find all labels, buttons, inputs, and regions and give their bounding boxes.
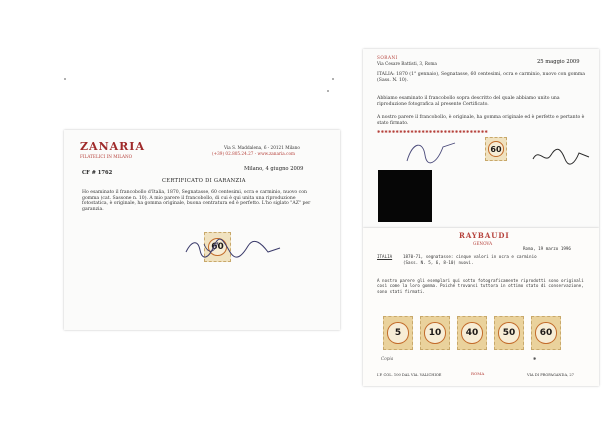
stamp-value: 60	[539, 328, 553, 338]
sorani-para2: A nostro parere il francobollo, è originale, ha gomma originale ed è perfetto e pertanto è stato firmato.	[377, 115, 585, 126]
zanaria-logo: ZANARIA	[80, 140, 145, 153]
signature	[184, 234, 284, 262]
raybaudi-footer-center: ROMA	[471, 371, 485, 376]
stamp-value: 50	[502, 328, 516, 338]
zanaria-certificate	[64, 130, 340, 330]
raybaudi-country: ITALIA	[377, 254, 393, 259]
signature	[531, 145, 591, 167]
raybaudi-certificate	[363, 228, 599, 386]
scan-dot	[332, 78, 334, 80]
stamp-value: 10	[428, 328, 442, 338]
zanaria-address: Via S. Maddalena, 6 - 20121 Milano	[224, 145, 300, 150]
sorani-address: Via Cesare Battisti, 3, Roma	[377, 61, 437, 66]
zanaria-contacts: (+39) 02.805.24.27 - www.zanaria.com	[212, 151, 295, 156]
stamp-value: 5	[394, 328, 402, 338]
zanaria-logo-subtitle: FILATELICI IN MILANO	[80, 154, 133, 159]
signature	[403, 137, 463, 167]
certificate-body: Ho esaminato il francobollo d'Italia, 1870, Segnatasse, 60 centesimi, ocra e carminio, nuovo con gomma (cat. Sassone n. 10). A mio parere il francobollo, di cui è qui unita una riproduzione fotostatica, è originale, ha gomma originale, buona centratura ed è perfetto. L'ho siglato "AZ" per garanzia.	[82, 190, 311, 212]
copia-label: Copia	[381, 356, 394, 361]
raybaudi-date: Roma, 19 marzo 1996	[523, 246, 571, 251]
raybaudi-city: GENOVA	[473, 241, 493, 246]
certificate-date: Milano, 4 giugno 2009	[244, 166, 304, 172]
stamp-value: 60	[490, 144, 502, 154]
stamp-value: 40	[465, 328, 479, 338]
sorani-date: 25 maggio 2009	[537, 59, 580, 65]
raybaudi-ref: (Sass. N. 5, 6, 8-10) nuovi.	[403, 260, 474, 265]
scan-dot	[64, 78, 66, 80]
certificate-title: CERTIFICATO DI GARANZIA	[162, 178, 246, 184]
raybaudi-header: RAYBAUDI	[459, 231, 510, 240]
raybaudi-footer-right: VIA DI PROPAGANDA, 27	[527, 373, 574, 377]
asterisk-mark: ✱	[533, 356, 537, 361]
raybaudi-para: A nostro parere gli esemplari qui sotto fotograficamente riprodotti sono originali così come la loro gomma. Poiché trovansi tuttora in ottimo stato di conservazione, sono stati firmati.	[377, 278, 584, 294]
sorani-para1: Abbiamo esaminato il francobollo sopra descritto del quale abbiamo unito una riproduzione fotografica al presente Certificato.	[377, 96, 560, 107]
stamp-photo	[531, 316, 561, 350]
stamp-value: 60	[211, 241, 224, 252]
stamp-photo	[383, 316, 413, 350]
stamp-photo	[457, 316, 487, 350]
raybaudi-footer-left: I.P. COL. 100 DAL VIA. VALICHIOE	[377, 373, 442, 377]
cf-number: CF # 1762	[82, 170, 113, 176]
black-photo-panel	[378, 170, 432, 222]
scan-dot	[327, 90, 329, 92]
perforation-line: ✱✱✱✱✱✱✱✱✱✱✱✱✱✱✱✱✱✱✱✱✱✱✱✱✱✱✱✱✱✱	[377, 129, 489, 134]
sorani-header: SORANI	[377, 55, 398, 60]
raybaudi-years: 1870-71, segnatasse: cinque valori in ocra e carminio	[403, 254, 537, 259]
sorani-subject: ITALIA: 1870 (1° gennaio), Segnatasse, 60 centesimi, ocra e carminio, nuovo con gomma (Sass. N. 10).	[377, 72, 585, 83]
stamp-photo	[485, 137, 507, 161]
stamp-photo	[494, 316, 524, 350]
stamp-photo	[420, 316, 450, 350]
